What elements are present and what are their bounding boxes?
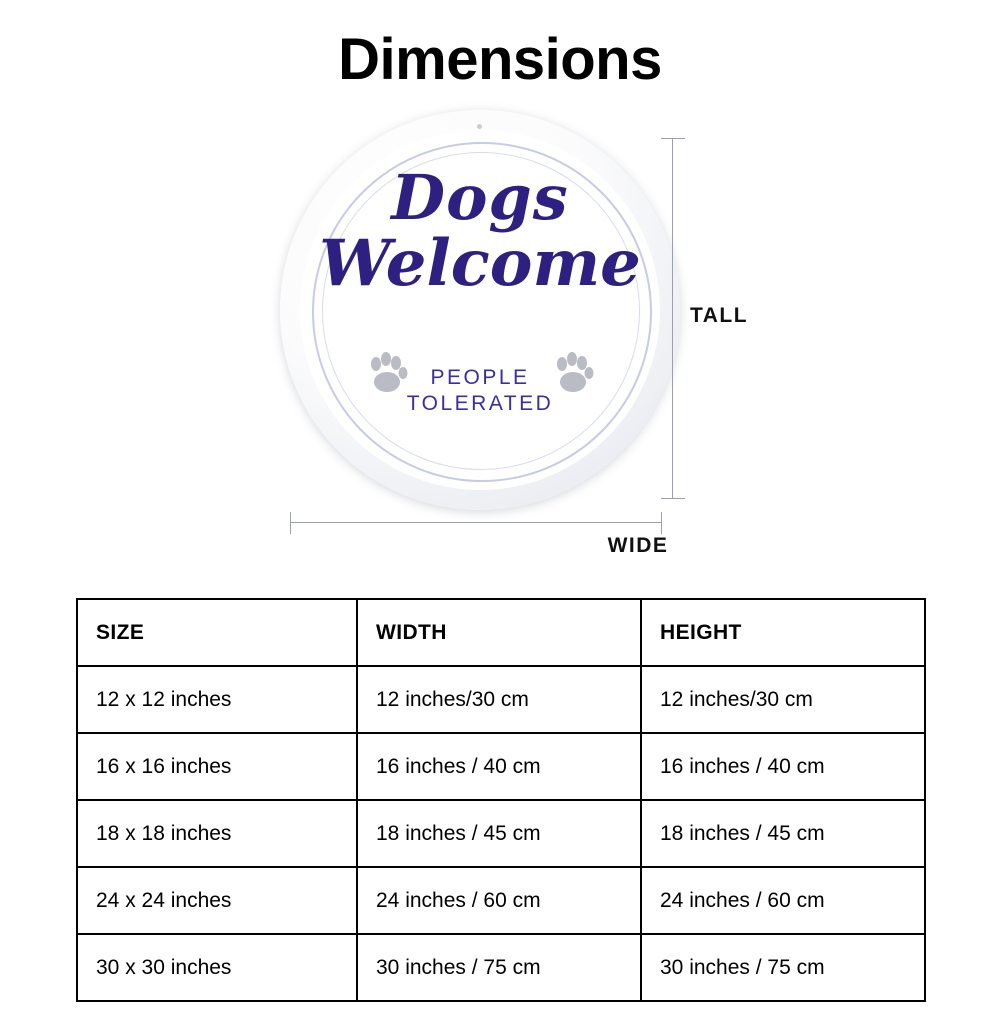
column-header-width: WIDTH <box>357 599 641 666</box>
sign-subtext <box>300 365 660 418</box>
cell-size: 12 x 12 inches <box>77 666 357 733</box>
sign-line-dogs: Dogs <box>391 160 569 234</box>
height-guide-cap-bottom <box>661 498 685 499</box>
height-guide-label: TALL <box>690 303 749 327</box>
cell-size: 16 x 16 inches <box>77 733 357 800</box>
cell-height: 24 inches / 60 cm <box>641 867 925 934</box>
width-guide-line <box>290 522 662 523</box>
cell-size: 18 x 18 inches <box>77 800 357 867</box>
cell-width: 16 inches / 40 cm <box>357 733 641 800</box>
page-title: Dimensions <box>338 27 662 92</box>
width-guide-cap-left <box>290 512 291 534</box>
cell-size: 30 x 30 inches <box>77 934 357 1001</box>
table-row <box>77 867 925 934</box>
sign-headline <box>300 160 660 301</box>
sign-line-welcome: Welcome <box>319 225 641 301</box>
cell-width: 12 inches/30 cm <box>357 666 641 733</box>
cell-width: 24 inches / 60 cm <box>357 867 641 934</box>
table-row <box>77 666 925 733</box>
sign-subline-tolerated: TOLERATED <box>406 392 554 416</box>
table-row <box>77 934 925 1001</box>
cell-height: 12 inches/30 cm <box>641 666 925 733</box>
cell-height: 16 inches / 40 cm <box>641 733 925 800</box>
cell-height: 30 inches / 75 cm <box>641 934 925 1001</box>
height-guide-line <box>672 138 673 498</box>
screw-hole-top-icon <box>477 124 482 129</box>
cell-width: 30 inches / 75 cm <box>357 934 641 1001</box>
width-guide-label-wrap <box>0 534 1000 558</box>
width-guide-label: WIDE <box>607 533 669 557</box>
cell-width: 18 inches / 45 cm <box>357 800 641 867</box>
cell-size: 24 x 24 inches <box>77 867 357 934</box>
height-guide-cap-top <box>661 138 685 139</box>
cell-height: 18 inches / 45 cm <box>641 800 925 867</box>
table-row <box>77 800 925 867</box>
column-header-height: HEIGHT <box>641 599 925 666</box>
table-row <box>77 733 925 800</box>
size-chart-table <box>76 598 926 1002</box>
column-header-size: SIZE <box>77 599 357 666</box>
width-guide-cap-right <box>661 512 662 534</box>
product-illustration <box>0 102 1000 557</box>
table-header-row <box>77 599 925 666</box>
sign-subline-people: PEOPLE <box>430 365 530 389</box>
sign-face <box>300 130 660 490</box>
